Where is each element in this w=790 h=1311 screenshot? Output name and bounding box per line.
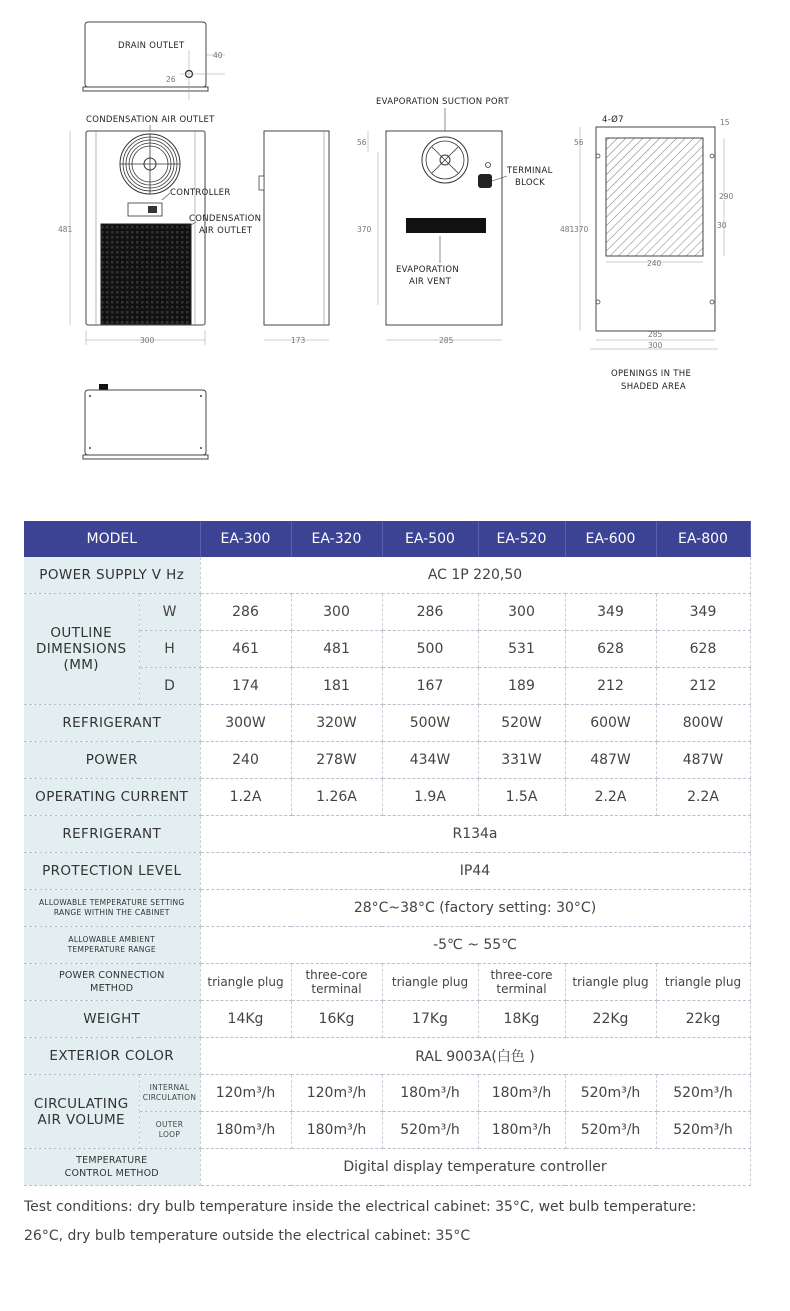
row-label: POWER: [24, 742, 200, 779]
cell: 120m³/h: [200, 1075, 291, 1112]
cell: 500W: [382, 705, 478, 742]
cell: 300: [478, 594, 565, 631]
front-view: [58, 115, 261, 345]
row-label: EXTERIOR COLOR: [24, 1038, 200, 1075]
drain-outlet-label: DRAIN OUTLET: [118, 41, 185, 51]
cell: 2.2A: [656, 779, 750, 816]
cell: 487W: [656, 742, 750, 779]
openings-label: OPENINGS IN THE: [611, 369, 692, 379]
cell: 174: [200, 668, 291, 705]
cell: 520m³/h: [382, 1112, 478, 1149]
table-row: [24, 964, 750, 1001]
cell: 520m³/h: [656, 1075, 750, 1112]
cell: 800W: [656, 705, 750, 742]
cell: 22Kg: [565, 1001, 656, 1038]
cell: 180m³/h: [478, 1112, 565, 1149]
table-row: [24, 742, 750, 779]
evaporation-air-vent-label: EVAPORATION: [396, 265, 460, 275]
model-col: EA-300: [200, 521, 291, 557]
svg-text:300: 300: [648, 341, 663, 350]
row-label: REFRIGERANT: [24, 816, 200, 853]
table-row: [24, 816, 750, 853]
cell: 320W: [291, 705, 382, 742]
cell: 300: [291, 594, 382, 631]
cell: 16Kg: [291, 1001, 382, 1038]
cell: 120m³/h: [291, 1075, 382, 1112]
side-view: [259, 131, 329, 345]
cell: 212: [656, 668, 750, 705]
top-view: [83, 22, 225, 100]
evaporation-suction-port-label: EVAPORATION SUCTION PORT: [376, 97, 509, 107]
table-row: [24, 705, 750, 742]
cutout-view: [560, 114, 734, 392]
svg-text:AIR VENT: AIR VENT: [409, 277, 452, 287]
row-label: POWER CONNECTION METHOD: [24, 964, 200, 1001]
row-label: PROTECTION LEVEL: [24, 853, 200, 890]
row-label: WEIGHT: [24, 1001, 200, 1038]
holes-label: 4-Ø7: [602, 115, 624, 125]
cell: 2.2A: [565, 779, 656, 816]
cell: 628: [565, 631, 656, 668]
table-row: [24, 779, 750, 816]
table-row: [24, 1149, 750, 1186]
table-row: [24, 1038, 750, 1075]
cell: triangle plug: [565, 964, 656, 1001]
cell: 349: [656, 594, 750, 631]
svg-text:173: 173: [291, 336, 306, 345]
svg-text:BLOCK: BLOCK: [515, 178, 545, 188]
cell: 14Kg: [200, 1001, 291, 1038]
svg-text:AIR OUTLET: AIR OUTLET: [199, 226, 253, 236]
cell: 628: [656, 631, 750, 668]
row-label: OPERATING CURRENT: [24, 779, 200, 816]
cell: 167: [382, 668, 478, 705]
cell: 17Kg: [382, 1001, 478, 1038]
header-row: [24, 521, 750, 557]
svg-text:15: 15: [720, 118, 730, 127]
svg-text:370: 370: [357, 225, 372, 234]
sub-label: OUTER LOOP: [139, 1112, 200, 1149]
table-row: [24, 1075, 750, 1112]
svg-text:300: 300: [140, 336, 155, 345]
technical-drawing: [0, 0, 790, 500]
table-row: [24, 890, 750, 927]
row-label: ALLOWABLE AMBIENT TEMPERATURE RANGE: [24, 927, 200, 964]
cell: three-core terminal: [291, 964, 382, 1001]
model-col: EA-800: [656, 521, 750, 557]
table-row: [24, 927, 750, 964]
cell: 520m³/h: [565, 1075, 656, 1112]
row-label: TEMPERATURE CONTROL METHOD: [24, 1149, 200, 1186]
cell: 278W: [291, 742, 382, 779]
table-row: [24, 853, 750, 890]
sub-label: H: [139, 631, 200, 668]
svg-text:26: 26: [166, 75, 176, 84]
row-value: AC 1P 220,50: [200, 557, 750, 594]
cell: 1.26A: [291, 779, 382, 816]
cell: 461: [200, 631, 291, 668]
cell: three-core terminal: [478, 964, 565, 1001]
cell: 286: [200, 594, 291, 631]
row-label: POWER SUPPLY V Hz: [24, 557, 200, 594]
cell: triangle plug: [200, 964, 291, 1001]
cell: 500: [382, 631, 478, 668]
table-row: [24, 1001, 750, 1038]
svg-text:56: 56: [357, 138, 367, 147]
cell: 600W: [565, 705, 656, 742]
cell: 180m³/h: [291, 1112, 382, 1149]
test-conditions-note: Test conditions: dry bulb temperature inside the electrical cabinet: 35°C, wet bulb temperature: 26°C, dry bulb temperature outside the electrical cabinet: 35°C: [24, 1199, 697, 1244]
cell: 300W: [200, 705, 291, 742]
model-col: EA-520: [478, 521, 565, 557]
cell: triangle plug: [382, 964, 478, 1001]
cell: triangle plug: [656, 964, 750, 1001]
cell: 1.2A: [200, 779, 291, 816]
model-col: EA-320: [291, 521, 382, 557]
table-row: [24, 557, 750, 594]
cell: 286: [382, 594, 478, 631]
row-value: Digital display temperature controller: [200, 1149, 750, 1186]
cell: 520m³/h: [565, 1112, 656, 1149]
svg-text:285: 285: [439, 336, 454, 345]
cell: 434W: [382, 742, 478, 779]
row-value: RAL 9003A(白色 ): [200, 1038, 750, 1075]
svg-text:40: 40: [213, 51, 223, 60]
cell: 487W: [565, 742, 656, 779]
cell: 481: [291, 631, 382, 668]
bottom-view: [83, 384, 208, 459]
cell: 189: [478, 668, 565, 705]
air-volume-label: CIRCULATING AIR VOLUME: [24, 1075, 139, 1149]
spec-table: [24, 521, 751, 1186]
cell: 22kg: [656, 1001, 750, 1038]
svg-text:30: 30: [717, 221, 727, 230]
cell: 181: [291, 668, 382, 705]
row-value: R134a: [200, 816, 750, 853]
svg-text:481: 481: [560, 225, 575, 234]
cell: 520W: [478, 705, 565, 742]
cell: 180m³/h: [478, 1075, 565, 1112]
cell: 349: [565, 594, 656, 631]
outline-label: OUTLINE DIMENSIONS (MM): [24, 594, 139, 705]
condensation-air-outlet-label: CONDENSATION AIR OUTLET: [86, 115, 215, 125]
cell: 180m³/h: [382, 1075, 478, 1112]
cell: 1.9A: [382, 779, 478, 816]
row-value: 28°C~38°C (factory setting: 30°C): [200, 890, 750, 927]
model-header: MODEL: [24, 521, 200, 557]
svg-text:285: 285: [648, 330, 663, 339]
svg-text:56: 56: [574, 138, 584, 147]
controller-label: CONTROLLER: [170, 188, 231, 198]
cell: 240: [200, 742, 291, 779]
terminal-block-label: TERMINAL: [507, 166, 553, 176]
svg-text:240: 240: [647, 259, 662, 268]
table-row: [24, 594, 750, 631]
rear-view: [357, 97, 553, 345]
cell: 180m³/h: [200, 1112, 291, 1149]
row-label: REFRIGERANT: [24, 705, 200, 742]
sub-label: INTERNAL CIRCULATION: [139, 1075, 200, 1112]
cell: 331W: [478, 742, 565, 779]
row-value: -5℃ ~ 55℃: [200, 927, 750, 964]
model-col: EA-600: [565, 521, 656, 557]
cell: 520m³/h: [656, 1112, 750, 1149]
svg-text:CONDENSATION: CONDENSATION: [189, 214, 262, 224]
cell: 531: [478, 631, 565, 668]
svg-text:SHADED AREA: SHADED AREA: [621, 382, 686, 392]
svg-text:290: 290: [719, 192, 734, 201]
sub-label: W: [139, 594, 200, 631]
row-label: ALLOWABLE TEMPERATURE SETTING RANGE WITHIN THE CABINET: [24, 890, 200, 927]
sub-label: D: [139, 668, 200, 705]
row-value: IP44: [200, 853, 750, 890]
svg-text:481: 481: [58, 225, 73, 234]
model-col: EA-500: [382, 521, 478, 557]
cell: 18Kg: [478, 1001, 565, 1038]
cell: 1.5A: [478, 779, 565, 816]
svg-text:370: 370: [574, 225, 589, 234]
cell: 212: [565, 668, 656, 705]
